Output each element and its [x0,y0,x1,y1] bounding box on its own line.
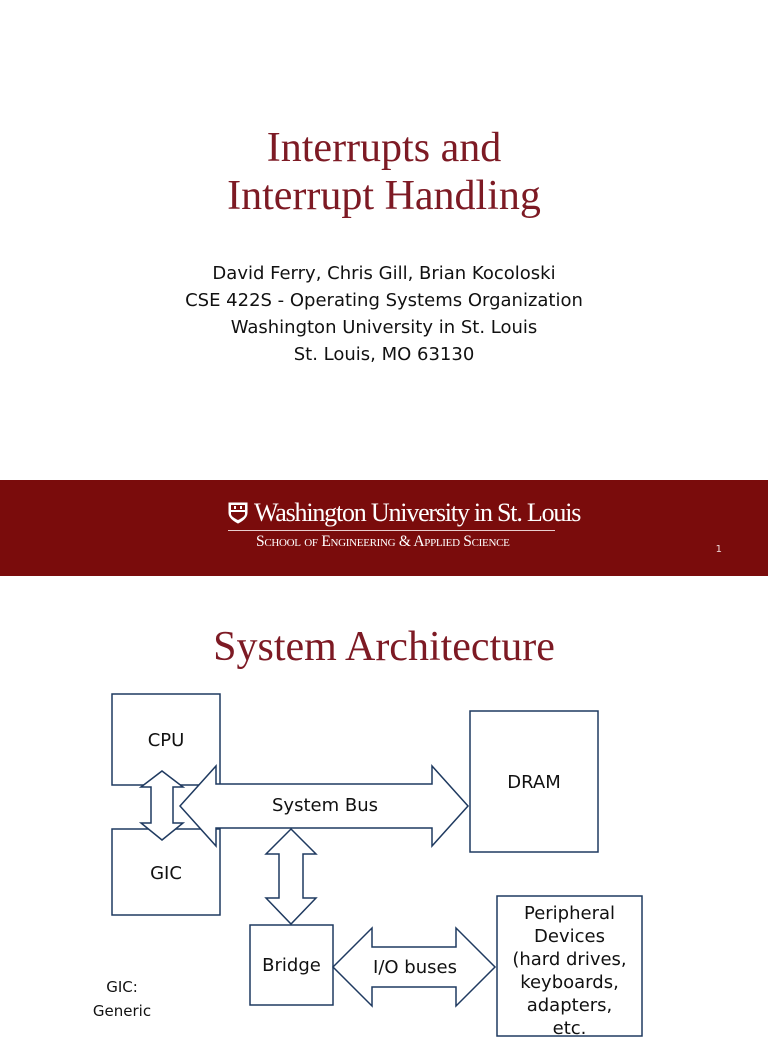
title-line-2: Interrupt Handling [227,173,541,219]
peripheral-line-3: (hard drives, [512,949,627,970]
author-block [0,260,768,368]
slide-title: System Architecture [213,624,555,670]
footer-band [0,480,768,576]
system-bus-label: System Bus [272,795,378,816]
cpu-label: CPU [147,730,185,751]
bus-bridge-arrow [266,829,316,924]
authors-line: David Ferry, Chris Gill, Brian Kocoloski [212,263,556,284]
gic-label: GIC [150,863,182,884]
peripheral-line-2: Devices [534,926,605,947]
university-line: Washington University in St. Louis [230,317,538,338]
peripheral-line-1: Peripheral [523,903,616,924]
gic-note-line-1: GIC: [106,978,138,996]
gic-note-line-2: Generic [92,1002,152,1020]
slide-title [0,124,768,220]
gic-note [84,975,160,1023]
io-buses-label: I/O buses [373,957,457,978]
architecture-slide [0,576,768,1039]
peripheral-label [497,902,642,1040]
peripheral-line-6: etc. [552,1018,587,1039]
page-number: 1 [715,544,722,555]
school-name: School of Engineering & Applied Science [256,533,510,550]
title-line-1: Interrupts and [266,125,502,171]
bridge-label: Bridge [262,955,321,976]
address-line: St. Louis, MO 63130 [293,344,475,365]
dram-label: DRAM [507,772,561,793]
course-line: CSE 422S - Operating Systems Organization [185,290,583,311]
shield-icon [228,502,248,524]
peripheral-line-5: adapters, [526,995,613,1016]
university-logo [228,498,581,558]
peripheral-line-4: keyboards, [520,972,619,993]
logo-divider [228,530,555,531]
university-name: Washington University in St. Louis [254,498,581,527]
